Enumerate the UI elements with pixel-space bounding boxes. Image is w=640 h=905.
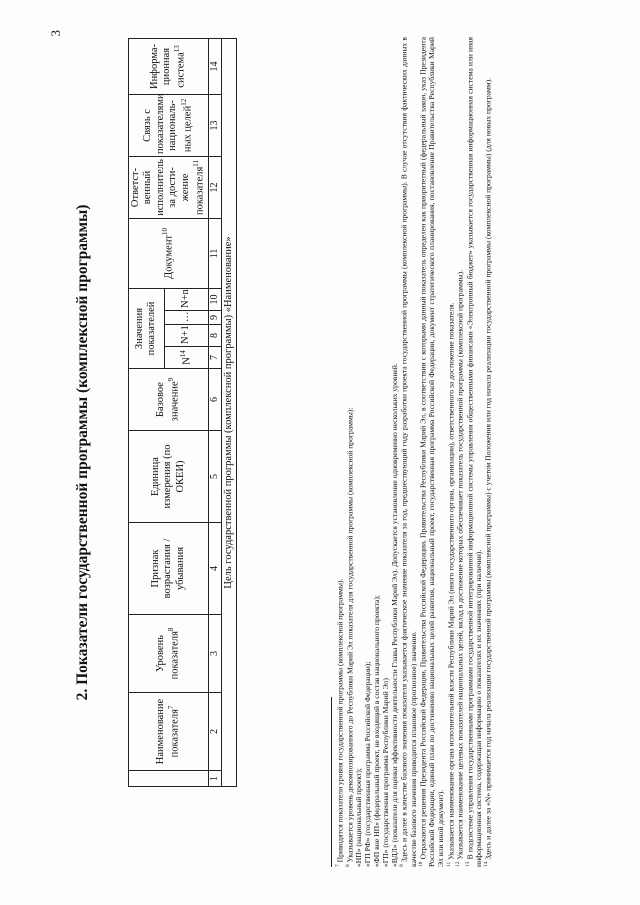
footnote: «ГП РФ» (государственная программа Российской Федерации); <box>363 661 373 867</box>
header-indicator-level: Уровень показателя$^8$ <box>129 615 209 693</box>
footnote: $^7$ Приводятся показатели уровня государственной программы (комплексной программы). <box>335 578 345 867</box>
column-number: 8 <box>208 325 221 347</box>
goal-row <box>221 38 236 786</box>
column-numbers-row <box>208 38 221 786</box>
footnote: $^{12}$ Указывается наименование целевых показателей национальных целей, вклад в достижение которых обеспечивает показатель государственной программы (комплексной программы). <box>455 269 465 867</box>
header-year-nn: N+n <box>164 288 208 310</box>
column-number: 13 <box>208 94 221 156</box>
footnote-separator <box>331 697 332 867</box>
column-number: 9 <box>208 311 221 325</box>
header-trend-sign: Признак возрастания / убывания <box>129 523 209 615</box>
section-title: 2. Показатели государственной программы (комплексной программы) <box>74 204 91 701</box>
header-unit: Единица измерения (по ОКЕИ) <box>129 431 209 523</box>
header-year-ellipsis: … <box>164 311 208 325</box>
column-number: 12 <box>208 156 221 218</box>
column-number: 4 <box>208 523 221 615</box>
footnote: $^{10}$ Отражаются решения Президента Российской Федерации, Правительства Российской Федерации, Правительства Республики Марий Эл, в соответствии с которыми данный показатель определен как приоритетный (федеральный закон, указ Президента Российской Федерации, единый план по достижению национальных целей развития, национальный проект, государственная программа Российской Федерации, документ стратегического планирования, постановление Правительства Республики Марий Эл или иной документ). <box>417 37 446 867</box>
header-year-n: $N^{14}$ <box>164 347 208 369</box>
column-number: 7 <box>208 347 221 369</box>
column-number: 14 <box>208 38 221 94</box>
header-col-1 <box>129 771 209 787</box>
header-base-value: Базовое значение$^9$ <box>129 369 209 431</box>
footnote: «ВДЛ» (показатели для оценки эффективности деятельности Главы Республики Марий Эл). Допускается установление одновременно нескольких уровней. <box>390 363 400 867</box>
footnote: $^{11}$ Указывается наименование органа исполнительной власти Республики Марий Эл (иного государственного органа, организации), ответственного за достижение показателя. <box>445 302 456 867</box>
header-values-group: Значения показателей <box>129 288 165 368</box>
header-info-system: Информа-ционная система$^{13}$ <box>129 38 209 94</box>
column-number: 10 <box>208 288 221 310</box>
footnote: «НП» (национальный проект); <box>354 768 364 867</box>
header-document: Документ$^{10}$ <box>129 218 209 288</box>
header-responsible: Ответст-венный исполнитель за дости-жение показателя$^{11}$ <box>129 156 209 218</box>
footnote: $^9$ Здесь и далее в качестве базового значения показателя указывается фактическое значение показателя за год, предшествующий году разработки проекта государственной программы (комплексной программы). В случае отсутствия фактических данных в качестве базового значения приводится плановое (прогнозное) значение. <box>399 37 418 867</box>
header-national-goals-link: Связь с показателями националь-ных целей$^{12}$ <box>129 94 209 156</box>
column-number: 11 <box>208 218 221 288</box>
indicators-table <box>128 38 237 787</box>
footnote: $^8$ Указывается уровень декомпозированного до Республики Марий Эл показателя для государственной программы (комплексной программы): <box>344 407 355 867</box>
column-number: 1 <box>208 771 221 787</box>
footnote: «ФП вне НП» (федеральный проект, не входящий в состав национального проекта); <box>372 594 382 867</box>
footnote: $^{13}$ В подсистеме управления государственными программами государственной интегрированной информационной системы управления общественными финансами «Электронный бюджет» указывается государственная информационная система или иная информационная система, содержащая информацию о показателях и их значениях (при наличии). <box>464 37 484 867</box>
page-number: 3 <box>48 30 63 37</box>
footnote: «ГП» (государственная программа Республики Марий Эл) <box>381 678 391 867</box>
column-number: 2 <box>208 693 221 771</box>
goal-row-text: Цель государственной программы (комплексной программы) «Наименование» <box>221 38 236 786</box>
header-indicator-name: Наименование показателя$^7$ <box>129 693 209 771</box>
header-row-1 <box>129 38 165 786</box>
footnote: $^{14}$ Здесь и далее за «N» принимается год начала реализации государственной программы (комплексной программы) с учетом Положения или год начала реализации государственной программы (комплексной программы) (для новых программ). <box>483 77 493 867</box>
column-number: 3 <box>208 615 221 693</box>
column-number: 5 <box>208 431 221 523</box>
header-year-n1: N+1 <box>164 325 208 347</box>
column-number: 6 <box>208 369 221 431</box>
footnotes <box>331 37 493 867</box>
